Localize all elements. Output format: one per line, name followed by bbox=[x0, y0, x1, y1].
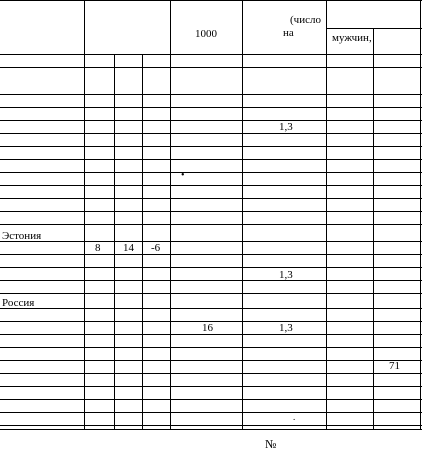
fragment-71: 71 bbox=[389, 360, 400, 372]
footer-number-sign: № bbox=[265, 437, 277, 451]
row-label-estonia: Эстония bbox=[2, 230, 42, 242]
fragment-row-1: 1,3 bbox=[279, 121, 293, 133]
fragment-mark: • bbox=[181, 170, 185, 181]
header-col-chislo: (число bbox=[290, 14, 321, 26]
row-label-russia: Россия bbox=[2, 297, 35, 309]
header-col-men: мужчин, bbox=[332, 32, 372, 44]
estonia-value-2: 14 bbox=[123, 242, 134, 254]
fragment-row-2: 1,3 bbox=[279, 269, 293, 281]
header-col-na: на bbox=[283, 27, 294, 39]
estonia-value-3: -6 bbox=[151, 242, 161, 254]
fragment-row-3: 1,3 bbox=[279, 322, 293, 334]
estonia-value-1: 8 bbox=[95, 242, 101, 254]
fragment-dot: . bbox=[293, 412, 296, 422]
header-col-1000: 1000 bbox=[195, 28, 217, 40]
fragment-16: 16 bbox=[202, 322, 213, 334]
